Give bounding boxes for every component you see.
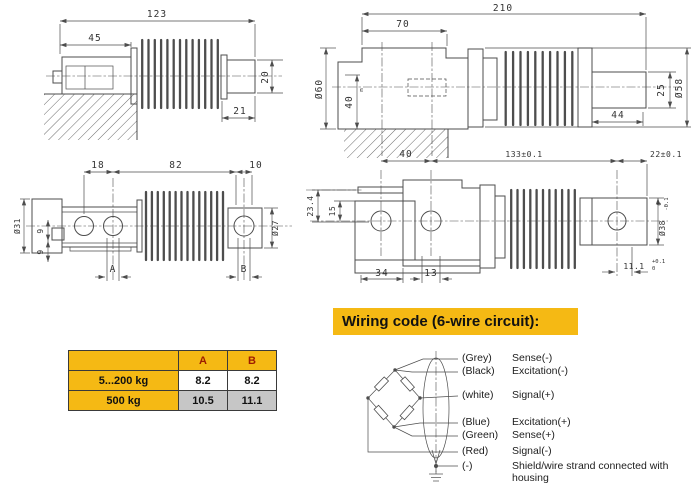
- wire-color-grey: (Grey): [462, 352, 492, 364]
- table-header-row: [69, 351, 277, 371]
- signal-excitation-pos: Excitation(+): [512, 416, 571, 428]
- dim-height-40: 40: [344, 95, 355, 109]
- wire-white: [420, 396, 458, 398]
- dim-15: 15: [328, 205, 337, 217]
- dim-thread-mark: m: [359, 88, 365, 92]
- dim-end-dia: 20: [260, 70, 271, 84]
- wire-color-red: (Red): [462, 445, 489, 457]
- value-b: 8.2: [228, 371, 277, 391]
- dim-overall-length-2: 210: [492, 3, 514, 14]
- wire-color-blue: (Blue): [462, 416, 491, 428]
- dim-34: 34: [375, 268, 389, 279]
- wire-color-green: (Green): [462, 429, 499, 441]
- depth-tol-lower: 0: [652, 266, 656, 272]
- dim-end-44: 44: [611, 110, 625, 121]
- dim-11-1: 11.1: [623, 262, 645, 271]
- dim-end-length: 21: [233, 106, 247, 117]
- wire-shield-label: (-): [462, 460, 473, 472]
- range-label: 500 kg: [69, 391, 179, 411]
- view-top-left-side: [44, 9, 283, 140]
- end-block: [228, 208, 262, 248]
- dim-offset-10: 10: [249, 160, 263, 171]
- hidden-bore: [408, 79, 446, 96]
- end-cylinder-3: [592, 198, 647, 245]
- bridge-diamond: [368, 370, 420, 427]
- strain-gauge-3: [374, 377, 388, 391]
- dim-23-4: 23.4: [306, 195, 315, 217]
- depth-tol-upper: +0.1: [652, 259, 666, 265]
- wire-color-black: (Black): [462, 365, 495, 377]
- signal-sense-pos: Sense(+): [512, 429, 555, 441]
- bellows: [142, 40, 218, 108]
- dim-13: 13: [424, 268, 438, 279]
- wire-color-white: (white): [462, 389, 494, 401]
- end-cylinder: [227, 60, 255, 93]
- signal-sense-neg: Sense(-): [512, 352, 553, 364]
- value-a: 10.5: [179, 391, 228, 411]
- bellows-2: [506, 52, 573, 125]
- dim-hole-spacing-2: 40: [399, 149, 413, 160]
- load-cell-body-2: [338, 48, 468, 129]
- cable-boss: [53, 71, 62, 83]
- wire-grey: [395, 359, 458, 370]
- table-header-a: A: [179, 351, 228, 371]
- load-cell-body: [62, 57, 131, 94]
- dim-dia-58: Ø58: [674, 77, 685, 99]
- view-mid-left-top: [12, 160, 292, 282]
- flange: [468, 49, 483, 127]
- dia-38-tol-lower: -0.1: [664, 197, 670, 211]
- body-top-view: [62, 207, 137, 247]
- dim-body-length: 45: [88, 33, 102, 44]
- table-header-empty: [69, 351, 179, 371]
- wiring-code-heading: Wiring code (6-wire circuit):: [333, 308, 578, 335]
- dim-body-82: 82: [169, 160, 183, 171]
- dim-dia-60: Ø60: [314, 78, 325, 100]
- table-row: [69, 371, 277, 391]
- dimension-table: [68, 350, 277, 411]
- view-top-right-side: [314, 3, 691, 158]
- dia-38-tol-upper: 0: [657, 202, 663, 206]
- dim-step-9a: 9: [36, 228, 45, 234]
- table-row: [69, 391, 277, 411]
- callout-a: A: [109, 264, 117, 275]
- dim-dia-31: Ø31: [13, 218, 22, 234]
- dim-end-22: 22±0.1: [650, 150, 682, 159]
- signal-shield: Shield/wire strand connected with housing: [512, 460, 669, 484]
- dim-body-length-2: 70: [396, 19, 410, 30]
- mounting-base-hatch-2: [344, 129, 448, 158]
- end-cylinder-2: [592, 72, 646, 108]
- value-b: 11.1: [228, 391, 277, 411]
- signal-signal-neg: Signal(-): [512, 445, 552, 457]
- dim-body-133: 133±0.1: [505, 150, 543, 159]
- dim-hole-spacing: 18: [91, 160, 105, 171]
- dim-overall-length: 123: [146, 9, 168, 20]
- callout-b: B: [240, 264, 248, 275]
- bellows-4: [511, 190, 575, 268]
- dim-pin-dia: 25: [656, 83, 667, 97]
- dim-dia-38: Ø38: [658, 220, 667, 236]
- wire-green: [394, 427, 458, 436]
- terminal-tab: [358, 187, 403, 193]
- bridge-circuit-diagram: [366, 351, 458, 481]
- view-mid-right-top: [306, 149, 682, 283]
- signal-excitation-neg: Excitation(-): [512, 365, 569, 377]
- dim-step-9b: 9: [36, 249, 45, 255]
- signal-signal-pos: Signal(+): [512, 389, 555, 401]
- strain-gauge-4: [374, 405, 388, 419]
- mounting-base-hatch: [44, 94, 137, 140]
- dim-dia-27: Ø27: [271, 220, 280, 236]
- range-label: 5...200 kg: [69, 371, 179, 391]
- value-a: 8.2: [179, 371, 228, 391]
- wire-black: [395, 370, 458, 372]
- table-header-b: B: [228, 351, 277, 371]
- ground-symbol: [429, 466, 443, 481]
- strain-gauge-2: [400, 405, 414, 419]
- flange-2: [480, 185, 495, 268]
- strain-gauge-1: [401, 377, 415, 391]
